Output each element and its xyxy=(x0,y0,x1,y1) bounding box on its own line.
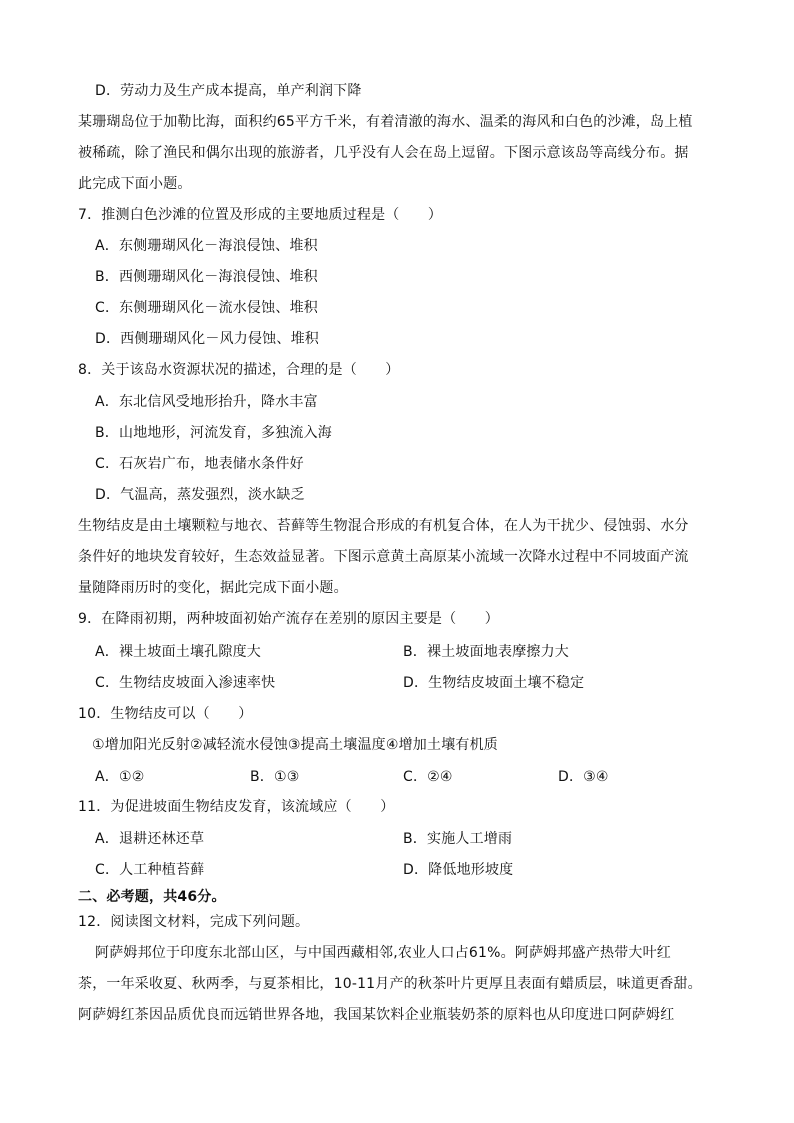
question-12-line-2: 茶，一年采收夏、秋两季，与夏茶相比，10-11月产的秋茶叶片更厚且表面有蜡质层，味道更香甜。 xyxy=(78,976,702,992)
question-7-option-d: D．西侧珊瑚风化－风力侵蚀、堆积 xyxy=(95,331,319,347)
question-11-stem: 11．为促进坡面生物结皮发育，该流域应（ ） xyxy=(78,799,395,815)
passage1-line-3: 此完成下面小题。 xyxy=(78,176,192,192)
question-12-stem: 12．阅读图文材料，完成下列问题。 xyxy=(78,914,310,930)
question-8-option-d: D．气温高，蒸发强烈，淡水缺乏 xyxy=(95,487,305,503)
question-11-option-a: A．退耕还林还草 xyxy=(95,831,205,847)
question-8-option-b: B．山地地形，河流发育，多独流入海 xyxy=(95,425,333,441)
passage2-line-1: 生物结皮是由土壤颗粒与地衣、苔藓等生物混合形成的有机复合体，在人为干扰少、侵蚀弱、水分 xyxy=(78,518,689,534)
question-9-option-c: C．生物结皮坡面入渗速率快 xyxy=(95,675,276,691)
question-10-items: ①增加阳光反射②减轻流水侵蚀③提高土壤温度④增加土壤有机质 xyxy=(92,737,499,753)
question-11-option-b: B．实施人工增雨 xyxy=(403,831,513,847)
prev-option-d: D．劳动力及生产成本提高，单产利润下降 xyxy=(95,83,362,99)
question-10-option-d: D．③④ xyxy=(558,769,609,785)
question-8-option-c: C．石灰岩广布，地表储水条件好 xyxy=(95,456,304,472)
question-8-option-a: A．东北信风受地形抬升，降水丰富 xyxy=(95,394,318,410)
passage2-line-2: 条件好的地块发育较好，生态效益显著。下图示意黄土高原某小流域一次降水过程中不同坡面产流 xyxy=(78,549,689,565)
passage1-line-1: 某珊瑚岛位于加勒比海，面积约65平方千米，有着清澈的海水、温柔的海风和白色的沙滩，岛上植 xyxy=(78,114,693,130)
question-11-option-c: C．人工种植苔藓 xyxy=(95,862,205,878)
question-9-stem: 9．在降雨初期，两种坡面初始产流存在差别的原因主要是（ ） xyxy=(78,611,499,627)
question-7-option-c: C．东侧珊瑚风化－流水侵蚀、堆积 xyxy=(95,300,318,316)
question-10-option-a: A．①② xyxy=(95,769,145,785)
question-11-option-d: D．降低地形坡度 xyxy=(403,862,514,878)
passage1-line-2: 被稀疏，除了渔民和偶尔出现的旅游者，几乎没有人会在岛上逗留。下图示意该岛等高线分布。据 xyxy=(78,145,689,161)
question-10-stem: 10．生物结皮可以（ ） xyxy=(78,706,253,722)
question-7-stem: 7．推测白色沙滩的位置及形成的主要地质过程是（ ） xyxy=(78,207,443,223)
question-7-option-b: B．西侧珊瑚风化－海浪侵蚀、堆积 xyxy=(95,269,318,285)
question-9-option-d: D．生物结皮坡面土壤不稳定 xyxy=(403,675,585,691)
question-9-option-a: A．裸土坡面土壤孔隙度大 xyxy=(95,644,261,660)
section-2-title: 二、必考题，共46分。 xyxy=(78,889,226,905)
passage2-line-3: 量随降雨历时的变化，据此完成下面小题。 xyxy=(78,580,348,596)
question-8-stem: 8．关于该岛水资源状况的描述，合理的是（ ） xyxy=(78,362,400,378)
question-12-line-1: 阿萨姆邦位于印度东北部山区，与中国西藏相邻,农业人口占61%。阿萨姆邦盛产热带大叶红 xyxy=(95,945,671,961)
question-10-option-b: B．①③ xyxy=(250,769,300,785)
question-10-option-c: C．②④ xyxy=(403,769,453,785)
question-9-option-b: B．裸土坡面地表摩擦力大 xyxy=(403,644,570,660)
question-12-line-3: 阿萨姆红茶因品质优良而远销世界各地，我国某饮料企业瓶装奶茶的原料也从印度进口阿萨姆红 xyxy=(78,1007,675,1023)
question-7-option-a: A．东侧珊瑚风化－海浪侵蚀、堆积 xyxy=(95,238,318,254)
